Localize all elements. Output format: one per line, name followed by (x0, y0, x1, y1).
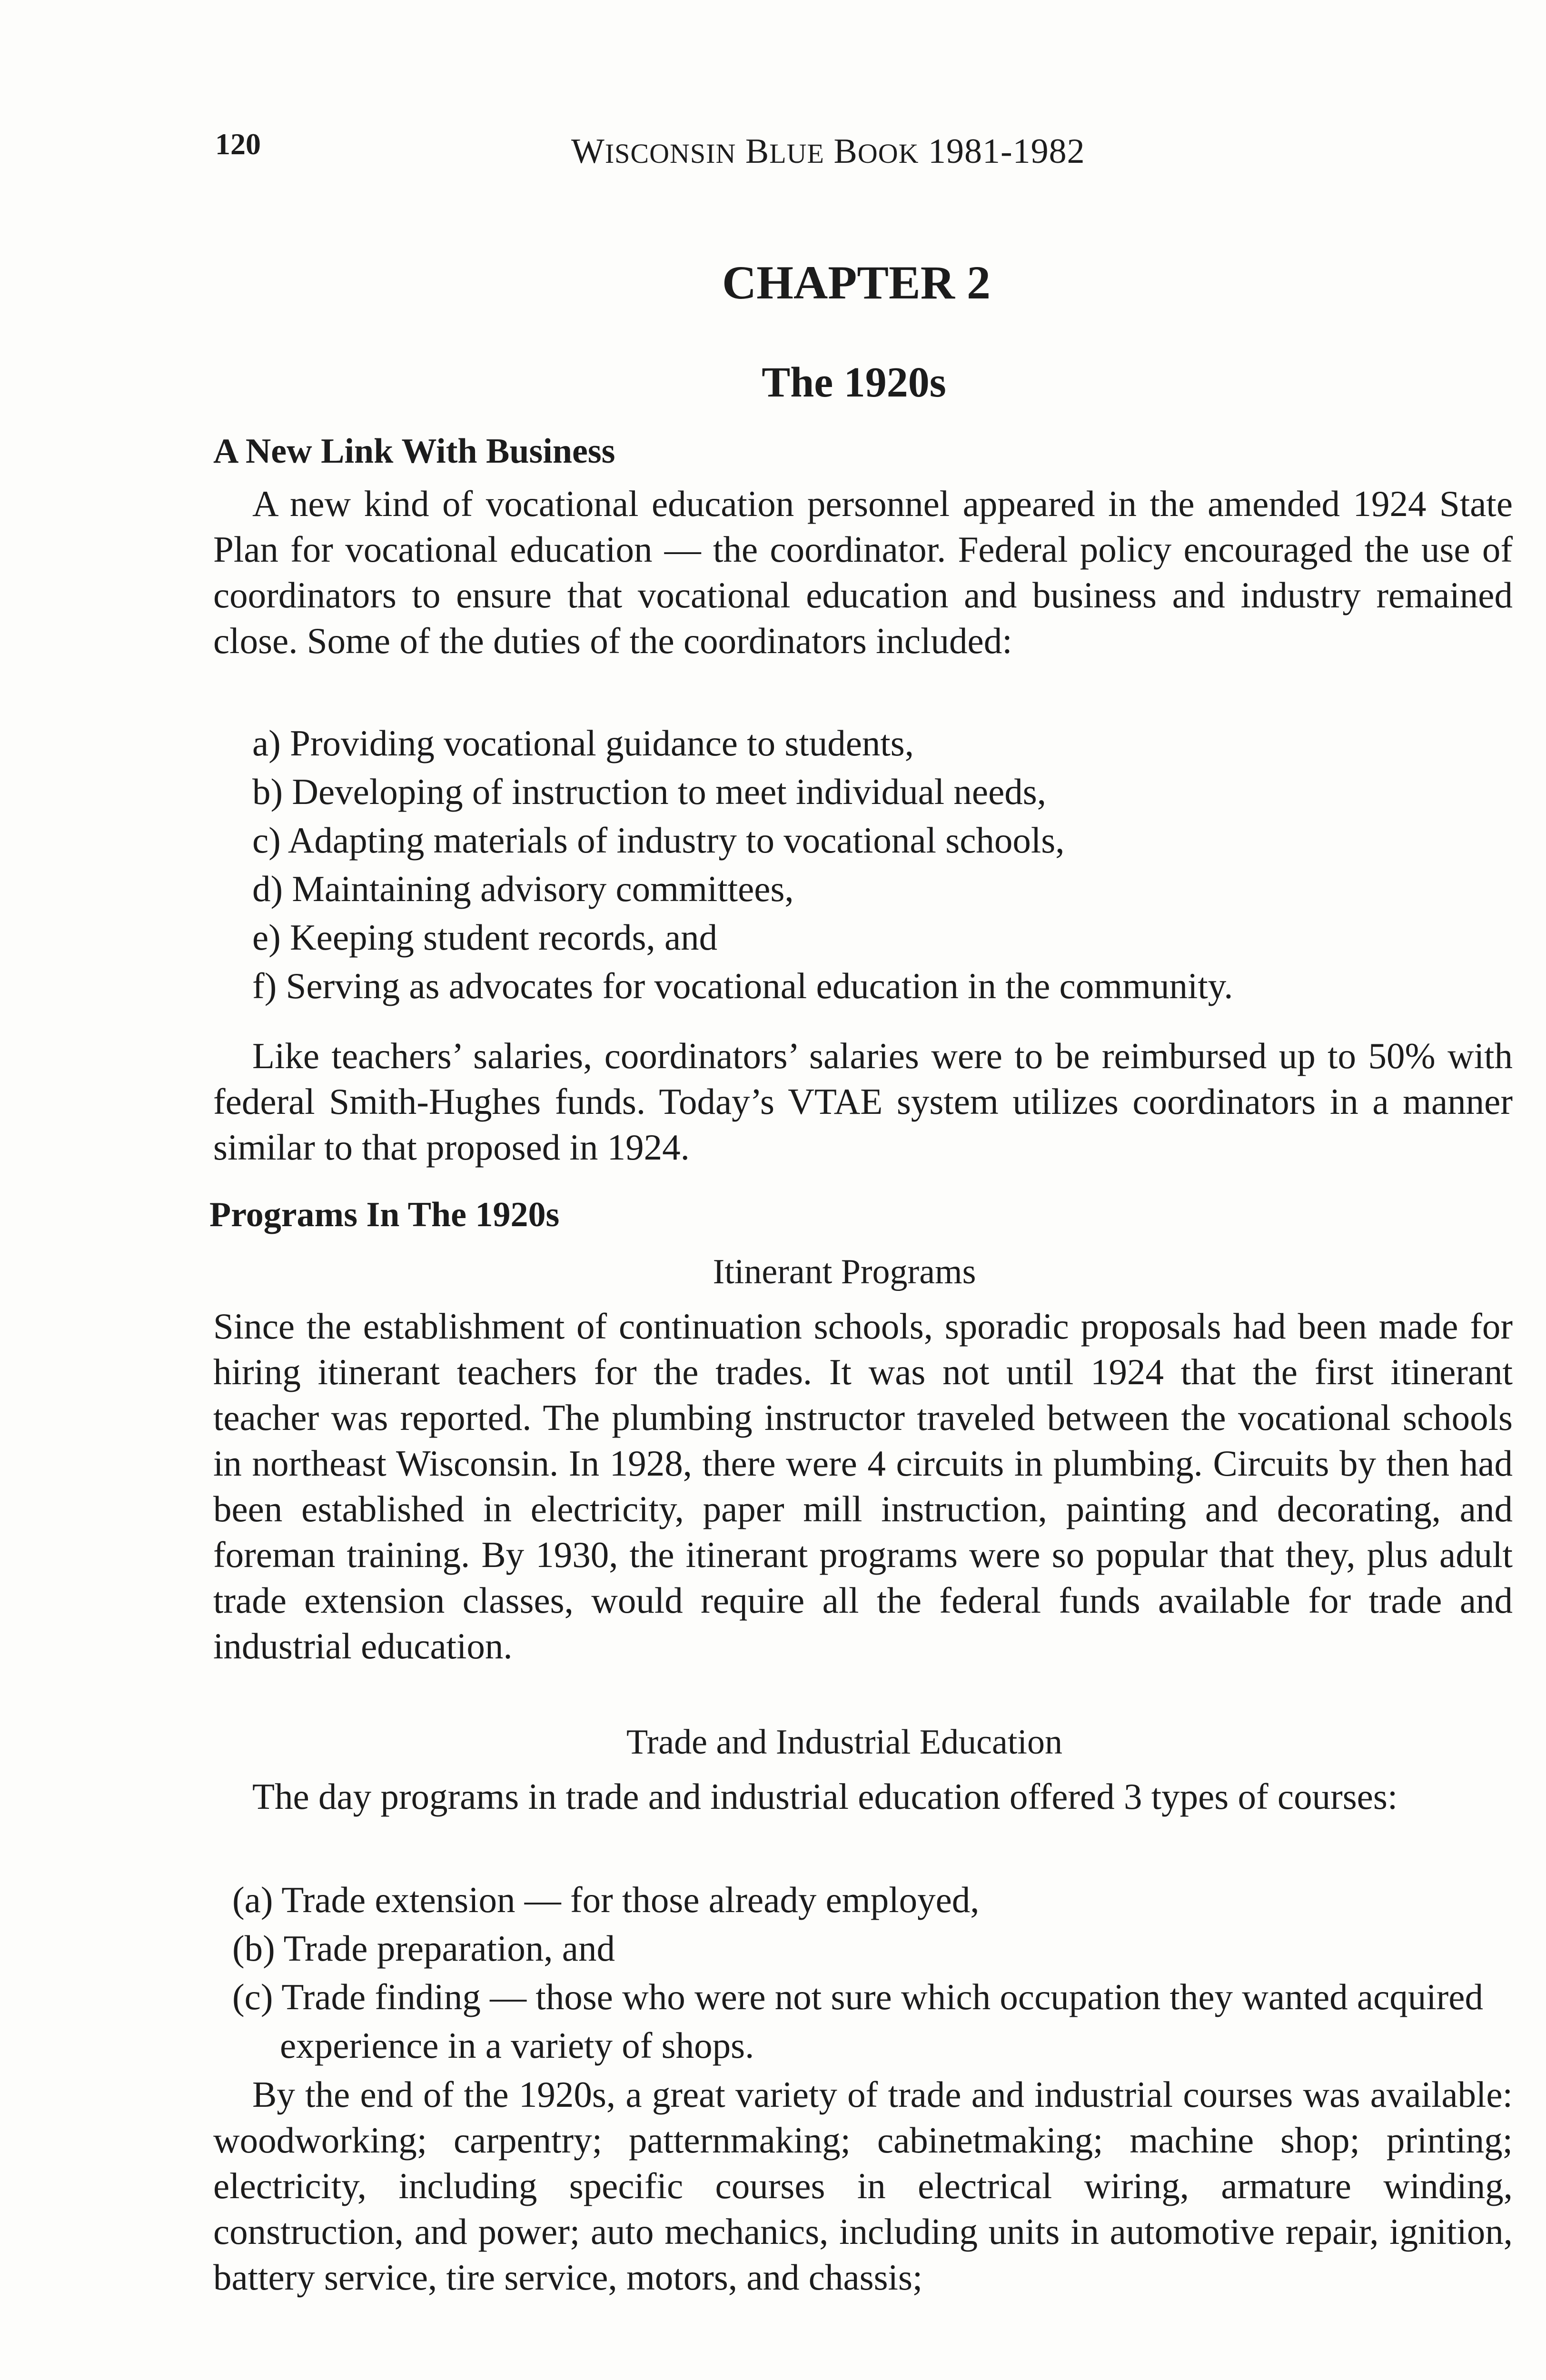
chapter-title: The 1920s (762, 359, 946, 406)
list-item: (a) Trade extension — for those already employed, (232, 1879, 980, 1920)
running-head-year: 1981-1982 (928, 132, 1085, 171)
itinerant-paragraph: Since the establishment of continuation schools, sporadic proposals had been made for hiring itinerant teachers for the trades. It was not until 1924 that the first itinerant teacher was reported. The plumbing instructor traveled between the vocational schools in northeast Wisconsin. In 1928, there were 4 circuits in plumbing. Circuits by then had been established in electricity, paper mill instruction, painting and decorating, and foreman training. By 1930, the itinerant programs were so popular that they, plus adult trade extension classes, would require all the federal funds available for trade and industrial education. (213, 1306, 1513, 1666)
list-item: c) Adapting materials of industry to vocational schools, (252, 820, 1065, 861)
running-head-ook: OOK (857, 138, 919, 169)
trade-intro-paragraph: The day programs in trade and industrial education offered 3 types of courses: (252, 1776, 1398, 1817)
coordinator-duties-list (252, 719, 1233, 1010)
list-item: (c) Trade finding — those who were not sure which occupation they wanted acquired experience in a variety of shops. (232, 1976, 1483, 2066)
trade-closing-paragraph: By the end of the 1920s, a great variety of trade and industrial courses was available: woodworking; carpentry; patternmaking; cabinetmaking; machine shop; printing; electricity, including specific courses in electrical wiring, armature winding, construction, and power; auto mechanics, including units in automotive repair, ignition, battery service, tire service, motors, and chassis; (213, 2074, 1513, 2298)
list-item: a) Providing vocational guidance to students, (252, 723, 914, 764)
list-item: b) Developing of instruction to meet individual needs, (252, 771, 1046, 812)
running-head (571, 131, 1085, 172)
running-head-b2: B (833, 132, 858, 171)
coordinator-intro-paragraph: A new kind of vocational education personnel appeared in the amended 1924 State Plan for vocational education — the coordinator. Federal policy encouraged the use of coordinators to ensure that vocational education and business and industry remained close. Some of the duties of the coordinators included: (213, 483, 1513, 661)
running-head-lue: LUE (769, 138, 824, 169)
running-head-w: W (571, 132, 605, 171)
list-item: e) Keeping student records, and (252, 917, 718, 958)
page-number: 120 (215, 127, 261, 161)
running-head-isconsin: ISCONSIN (605, 138, 736, 169)
list-item: f) Serving as advocates for vocational education in the community. (252, 965, 1233, 1006)
section-heading-new-link: A New Link With Business (213, 432, 615, 471)
list-item: (b) Trade preparation, and (232, 1928, 615, 1969)
chapter-label: CHAPTER 2 (722, 256, 991, 309)
coordinator-closing-paragraph: Like teachers’ salaries, coordinators’ salaries were to be reimbursed up to 50% with federal Smith-Hughes funds. Today’s VTAE system utilizes coordinators in a manner similar to that proposed in 1924. (213, 1035, 1513, 1168)
subhead-itinerant: Itinerant Programs (713, 1252, 976, 1291)
subhead-trade-industrial: Trade and Industrial Education (626, 1723, 1062, 1762)
section-heading-programs: Programs In The 1920s (209, 1195, 560, 1234)
trade-course-types-list (232, 1875, 1517, 2070)
list-item: d) Maintaining advisory committees, (252, 868, 794, 909)
running-head-b1: B (745, 132, 770, 171)
